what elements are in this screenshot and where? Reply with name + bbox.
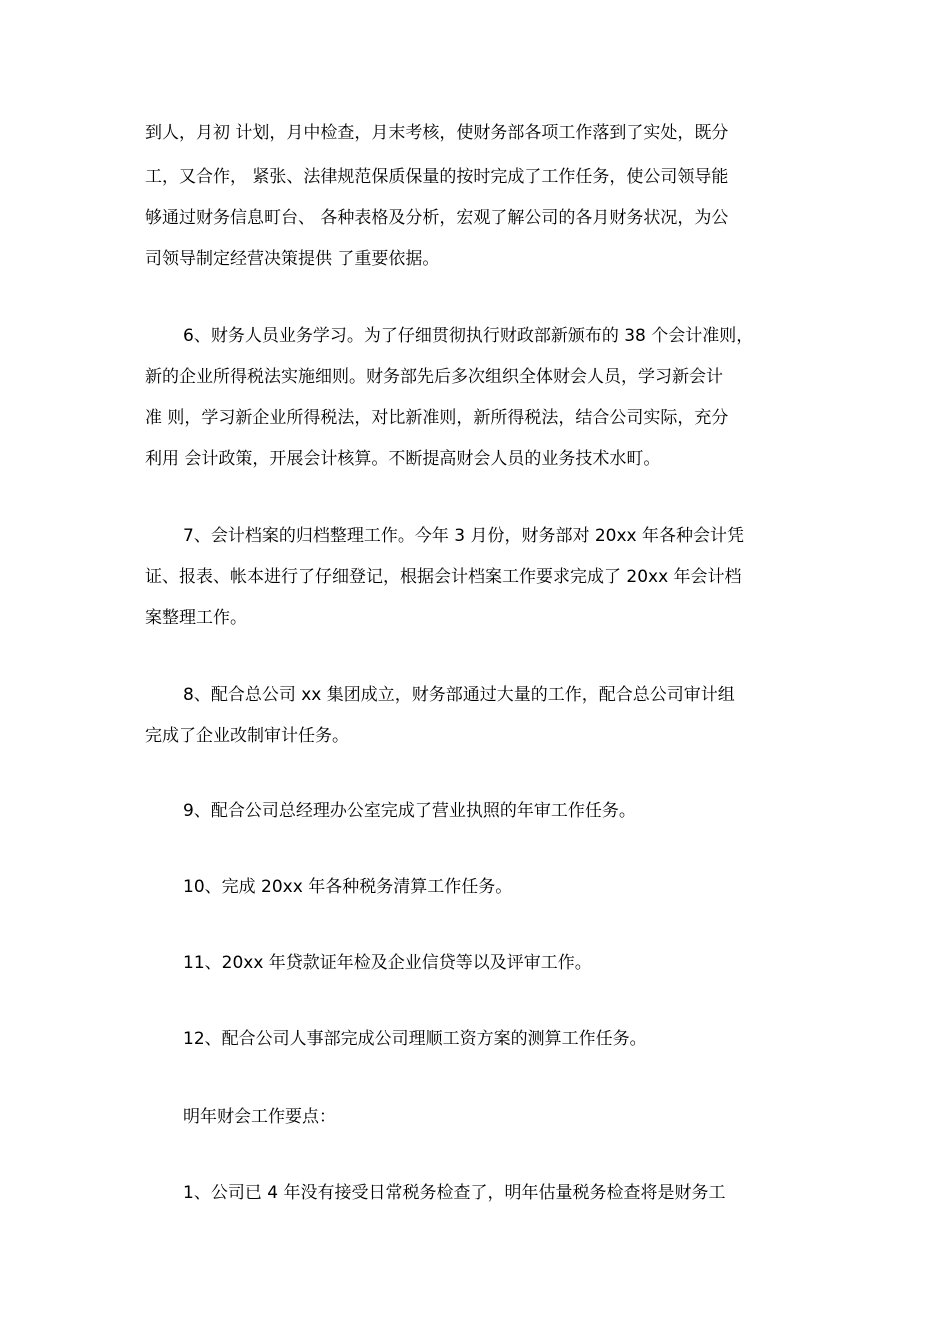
paragraph-line: 到人，月初 计划，月中检查，月末考核，使财务部各项工作落到了实处，既分 <box>145 123 729 143</box>
paragraph-line: 司领导制定经营决策提供 了重要依据。 <box>145 249 440 269</box>
paragraph-line: 准 则，学习新企业所得税法，对比新准则，新所得税法，结合公司实际，充分 <box>145 408 729 428</box>
paragraph-line: 1、公司已 4 年没有接受日常税务检查了，明年估量税务检查将是财务工 <box>183 1183 726 1203</box>
paragraph-line: 6、财务人员业务学习。为了仔细贯彻执行财政部新颁布的 38 个会计准则， <box>183 326 754 346</box>
paragraph-line: 完成了企业改制审计任务。 <box>145 726 349 746</box>
paragraph-line: 8、配合总公司 xx 集团成立，财务部通过大量的工作，配合总公司审计组 <box>183 685 735 705</box>
paragraph-line: 案整理工作。 <box>145 608 247 628</box>
paragraph-line: 7、会计档案的归档整理工作。今年 3 月份，财务部对 20xx 年各种会计凭 <box>183 526 744 546</box>
paragraph-line: 利用 会计政策，开展会计核算。不断提高财会人员的业务技术水町。 <box>145 449 661 469</box>
paragraph-line: 10、完成 20xx 年各种税务清算工作任务。 <box>183 877 513 897</box>
paragraph-line: 12、配合公司人事部完成公司理顺工资方案的测算工作任务。 <box>183 1029 647 1049</box>
paragraph-line: 工，又合作， 紧张、法律规范保质保量的按时完成了工作任务，使公司领导能 <box>145 167 729 187</box>
paragraph-line: 11、20xx 年贷款证年检及企业信贷等以及评审工作。 <box>183 953 592 973</box>
paragraph-line: 新的企业所得税法实施细则。财务部先后多次组织全体财会人员，学习新会计 <box>145 367 723 387</box>
paragraph-line: 证、报表、帐本进行了仔细登记，根据会计档案工作要求完成了 20xx 年会计档 <box>145 567 742 587</box>
section-heading: 明年财会工作要点： <box>183 1107 336 1127</box>
paragraph-line: 9、配合公司总经理办公室完成了营业执照的年审工作任务。 <box>183 801 636 821</box>
paragraph-line: 够通过财务信息町台、 各种表格及分析，宏观了解公司的各月财务状况，为公 <box>145 208 729 228</box>
